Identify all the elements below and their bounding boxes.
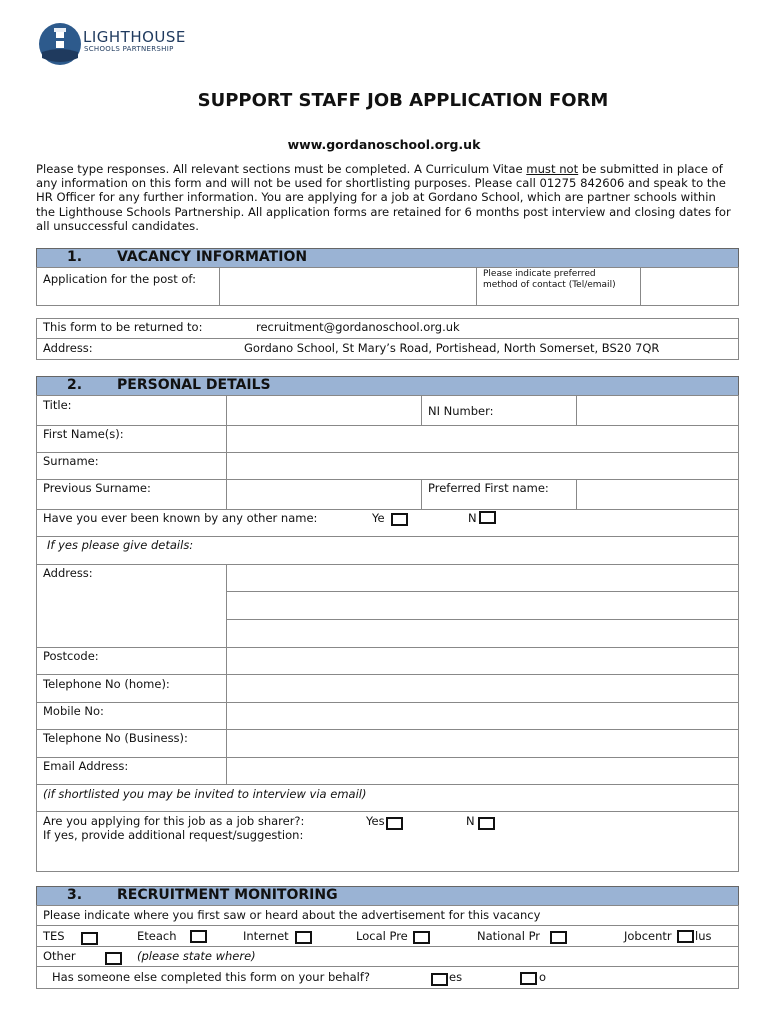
section2-header: 2. PERSONAL DETAILS — [36, 376, 739, 396]
preferred-first-name-field[interactable] — [577, 480, 738, 508]
section1-header: 1. VACANCY INFORMATION — [36, 248, 739, 268]
completed-by-yes-checkbox[interactable] — [431, 973, 448, 986]
first-name-label: First Name(s): — [43, 427, 124, 441]
job-sharer-note: If yes, provide additional request/suggestion: — [43, 828, 304, 842]
completed-by-question: Has someone else completed this form on your behalf? — [52, 970, 371, 984]
other-name-no-label: N — [468, 511, 477, 525]
completed-by-yes-label: es — [449, 970, 463, 984]
job-sharer-question: Are you applying for this job as a job sharer?: — [43, 814, 305, 828]
surname-label: Surname: — [43, 454, 99, 468]
tel-business-field[interactable] — [227, 730, 738, 756]
option-jobcentre-checkbox[interactable] — [677, 930, 694, 943]
ni-number-field[interactable] — [577, 396, 738, 424]
job-sharer-no-label: N — [466, 814, 475, 828]
other-name-question: Have you ever been known by any other name: — [43, 511, 318, 525]
other-name-no-checkbox[interactable] — [479, 511, 496, 524]
other-name-yes-label: Ye — [372, 511, 385, 525]
if-yes-details-label: If yes please give details: — [47, 538, 194, 552]
address-field-label: Address: — [43, 566, 93, 580]
job-sharer-yes-label: Yes — [366, 814, 385, 828]
contact-method-label: Please indicate preferred method of contact (Tel/email) — [483, 269, 616, 290]
completed-by-no-checkbox[interactable] — [520, 972, 537, 985]
logo-title: LIGHTHOUSE — [83, 28, 186, 46]
intro-paragraph: Please type responses. All relevant sections must be completed. A Curriculum Vitae must not be submitted in place of any information on this form and will not be used for shortlisting purposes. Please call 01275 842606 and speak to the HR Officer for any further information. You are applying for a job at Gordano School, which are partner schools within the Lighthouse Schools Partnership. All application forms are retained for 6 months post interview and closing dates for all unsuccessful candidates. — [36, 162, 731, 233]
previous-surname-label: Previous Surname: — [43, 481, 151, 495]
email-note: (if shortlisted you may be invited to interview via email) — [43, 787, 367, 801]
ni-number-label: NI Number: — [428, 404, 494, 418]
title-field[interactable] — [227, 396, 420, 424]
section3-header: 3. RECRUITMENT MONITORING — [36, 886, 739, 906]
postcode-label: Postcode: — [43, 649, 99, 663]
other-name-yes-checkbox[interactable] — [391, 513, 408, 526]
school-address: Gordano School, St Mary’s Road, Portishead, North Somerset, BS20 7QR — [244, 341, 660, 355]
mobile-label: Mobile No: — [43, 704, 104, 718]
website-link[interactable]: www.gordanoschool.org.uk — [287, 137, 481, 152]
first-name-field[interactable] — [227, 426, 738, 451]
preferred-first-name-label: Preferred First name: — [428, 481, 549, 495]
option-internet-label: Internet — [243, 929, 289, 943]
tel-home-label: Telephone No (home): — [43, 677, 170, 691]
completed-by-no-label: o — [539, 970, 547, 984]
option-eteach-checkbox[interactable] — [190, 930, 207, 943]
previous-surname-field[interactable] — [227, 480, 420, 508]
contact-method-field[interactable] — [641, 268, 738, 305]
logo-subtitle: SCHOOLS PARTNERSHIP — [84, 45, 174, 53]
option-local-press-checkbox[interactable] — [413, 931, 430, 944]
option-eteach-label: Eteach — [137, 929, 177, 943]
option-jobcentre-plus-label: lus — [695, 929, 712, 943]
email-label: Email Address: — [43, 759, 129, 773]
address-label: Address: — [43, 341, 93, 355]
option-tes-checkbox[interactable] — [81, 932, 98, 945]
mobile-field[interactable] — [227, 703, 738, 728]
option-internet-checkbox[interactable] — [295, 931, 312, 944]
tel-home-field[interactable] — [227, 675, 738, 701]
tel-business-label: Telephone No (Business): — [43, 731, 188, 745]
email-field[interactable] — [227, 758, 738, 783]
return-label: This form to be returned to: — [43, 320, 203, 334]
option-other-checkbox[interactable] — [105, 952, 122, 965]
address-field-line1[interactable] — [227, 565, 738, 590]
page-title: SUPPORT STAFF JOB APPLICATION FORM — [197, 90, 609, 111]
return-email[interactable]: recruitment@gordanoschool.org.uk — [256, 320, 460, 334]
recruitment-question: Please indicate where you first saw or heard about the advertisement for this vacancy — [43, 908, 541, 922]
job-sharer-yes-checkbox[interactable] — [386, 817, 403, 830]
address-field-line3[interactable] — [227, 620, 738, 646]
please-state-where: (please state where) — [137, 949, 256, 963]
post-field[interactable] — [220, 268, 475, 305]
surname-field[interactable] — [227, 453, 738, 478]
postcode-field[interactable] — [227, 648, 738, 673]
option-tes-label: TES — [43, 929, 65, 943]
option-other-label: Other — [43, 949, 76, 963]
option-jobcentre-label: Jobcentr — [624, 929, 672, 943]
option-national-press-label: National Pr — [477, 929, 541, 943]
option-national-press-checkbox[interactable] — [550, 931, 567, 944]
job-sharer-no-checkbox[interactable] — [478, 817, 495, 830]
option-local-press-label: Local Pre — [356, 929, 408, 943]
post-label: Application for the post of: — [43, 272, 196, 286]
title-label: Title: — [43, 398, 72, 412]
address-field-line2[interactable] — [227, 592, 738, 618]
